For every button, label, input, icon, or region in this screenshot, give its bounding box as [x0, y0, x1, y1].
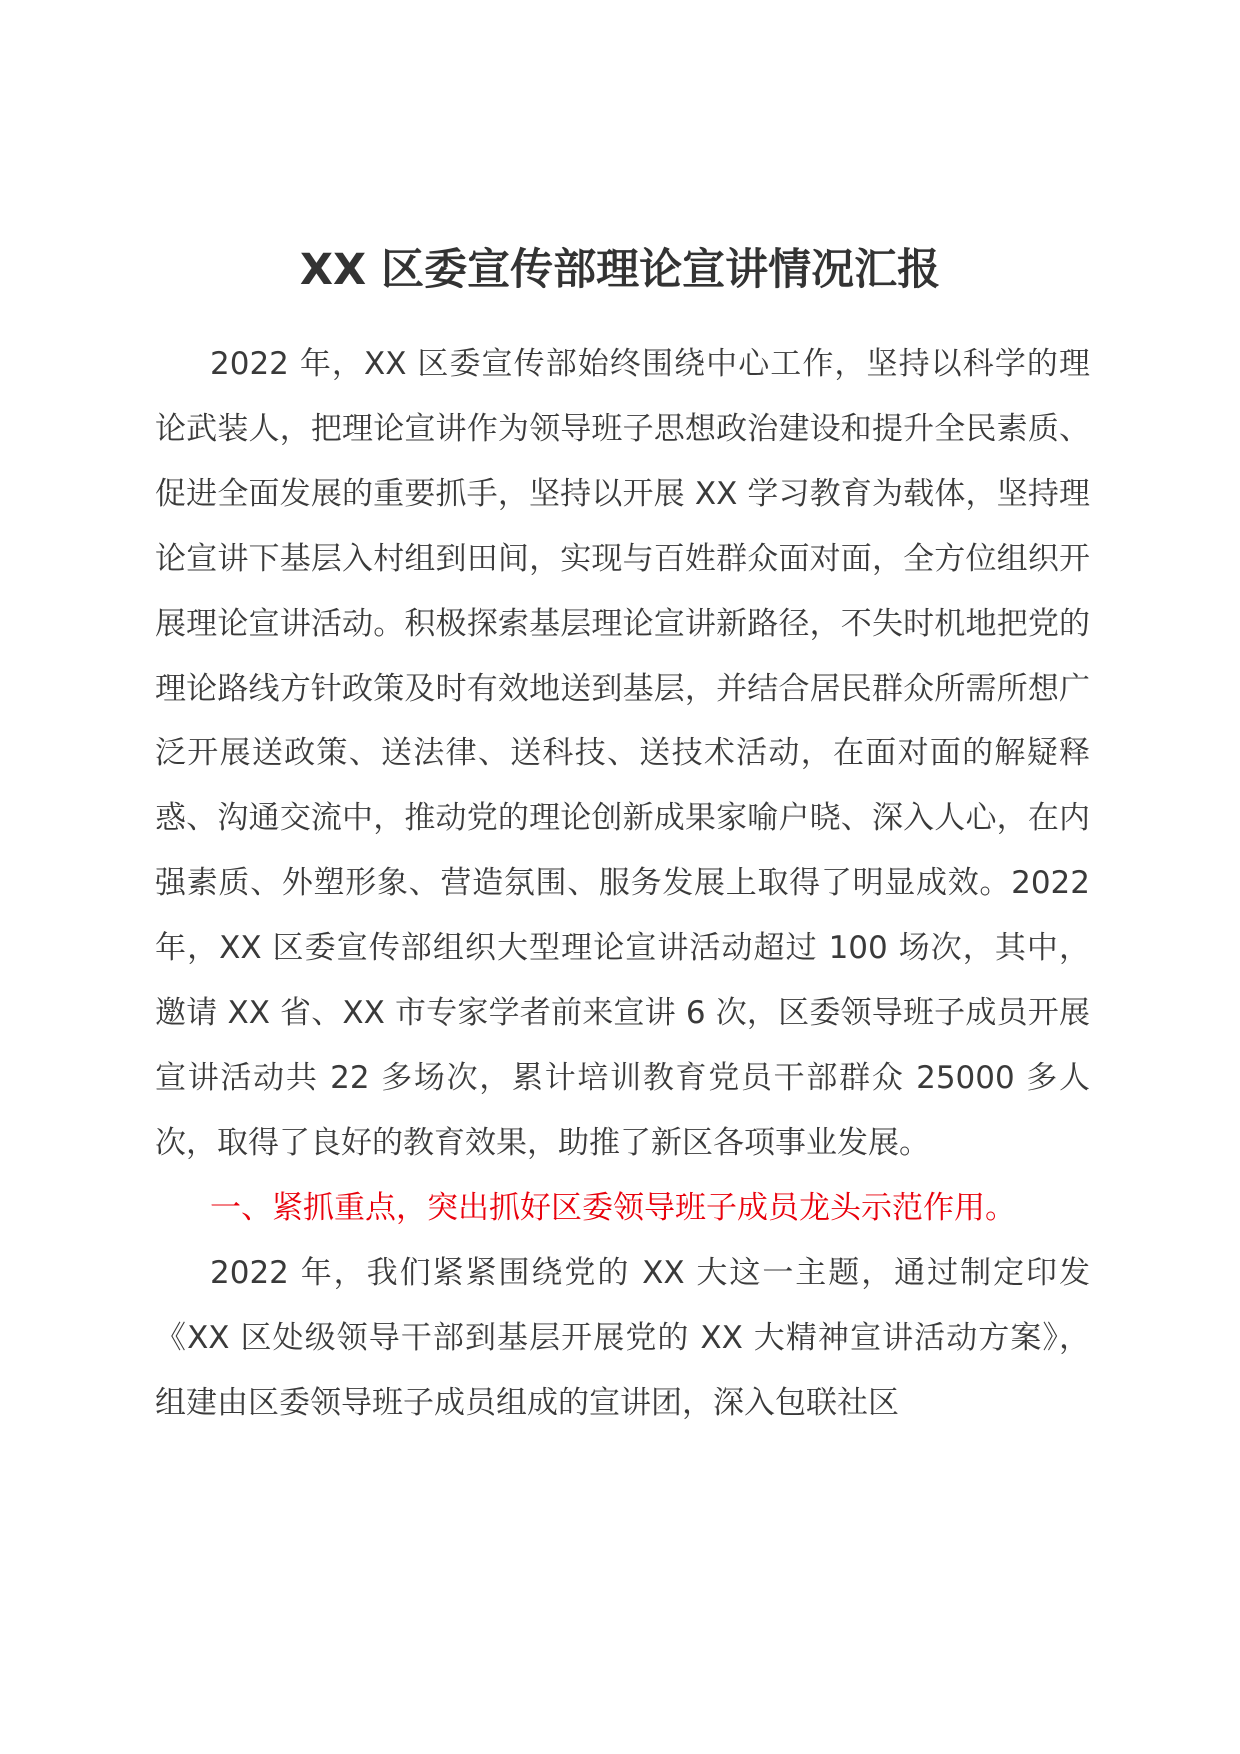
document-body [155, 332, 1090, 1435]
document-title: XX 区委宣传部理论宣讲情况汇报 [299, 245, 941, 295]
intro-paragraph: 2022 年，XX 区委宣传部始终围绕中心工作，坚持以科学的理论武装人，把理论宣讲作为领导班子思想政治建设和提升全民素质、促进全面发展的重要抓手，坚持以开展 XX 学习教育为载体，坚持理论宣讲下基层入村组到田间，实现与百姓群众面对面，全方位组织开展理论宣讲活动。积极探索基层理论宣讲新路径，不失时机地把党的理论路线方针政策及时有效地送到基层，并结合居民群众所需所想广泛开展送政策、送法律、送科技、送技术活动，在面对面的解疑释惑、沟通交流中，推动党的理论创新成果家喻户晓、深入人心，在内强素质、外塑形象、营造氛围、服务发展上取得了明显成效。2022 年，XX 区委宣传部组织大型理论宣讲活动超过 100 场次，其中，邀请 XX 省、XX 市专家学者前来宣讲 6 次，区委领导班子成员开展宣讲活动共 22 多场次，累计培训教育党员干部群众 25000 多人次，取得了良好的教育效果，助推了新区各项事业发展。 [155, 346, 1090, 1161]
section-heading-1: 一、紧抓重点，突出抓好区委领导班子成员龙头示范作用。 [210, 1189, 1016, 1226]
section-1-paragraph: 2022 年，我们紧紧围绕党的 XX 大这一主题，通过制定印发《XX 区处级领导干部到基层开展党的 XX 大精神宣讲活动方案》，组建由区委领导班子成员组成的宣讲团，深入包联社区 [155, 1254, 1090, 1421]
